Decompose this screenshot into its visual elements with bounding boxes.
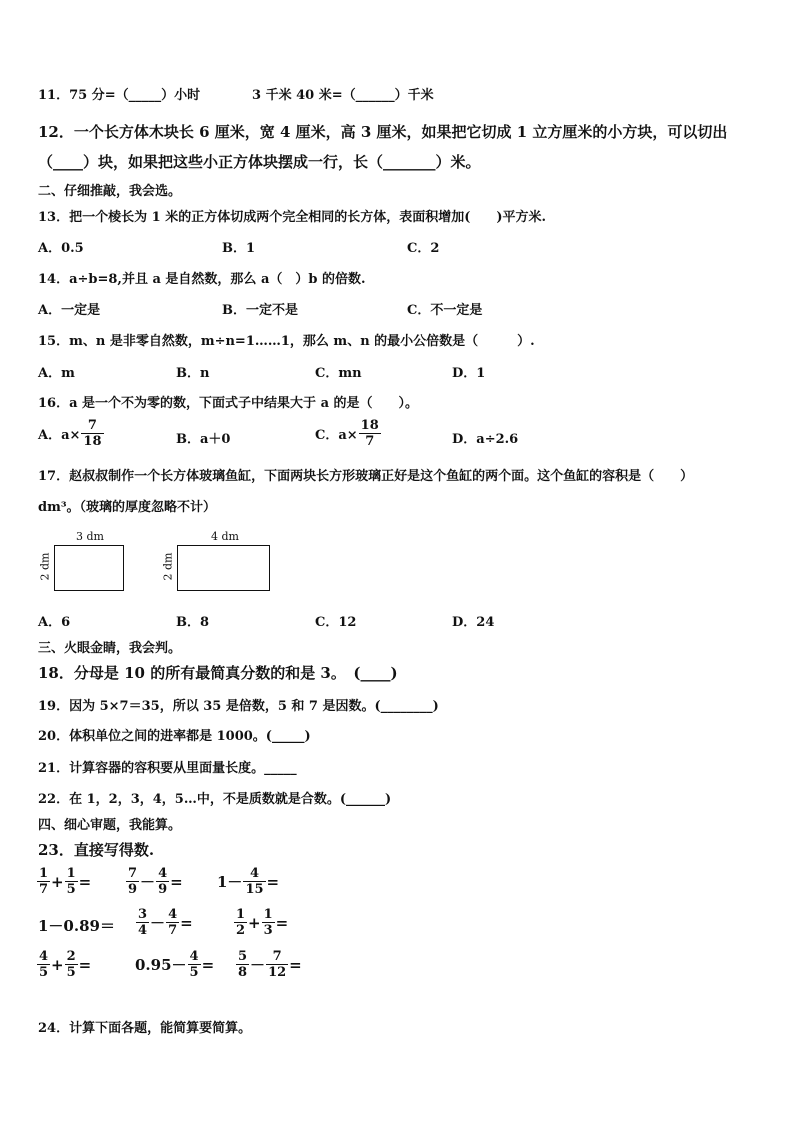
rect-2-height-label: 2 dm [161, 552, 175, 581]
q13-stem: 13．把一个棱长为 1 米的正方体切成两个完全相同的长方体，表面积增加( )平方米. [38, 210, 547, 225]
q16-option-c-fraction: $\frac{18}{7}$ [360, 418, 379, 449]
q18: 18．分母是 10 的所有最简真分数的和是 3。 (____) [38, 664, 398, 682]
q17-option-a: A．6 [38, 615, 71, 630]
q21: 21．计算容器的容积要从里面量长度。_____ [38, 761, 297, 776]
q15-option-c: C．mn [315, 366, 362, 381]
q23-expression-1: $\frac{1}{7}$ + $\frac{1}{5}$ = [39, 866, 92, 897]
q23-expression-6: $\frac{1}{2}$ + $\frac{1}{3}$ = [236, 907, 289, 938]
section-3-heading: 三、火眼金睛，我会判。 [38, 641, 182, 656]
q24: 24．计算下面各题，能简算要简算。 [38, 1021, 252, 1036]
q23-expression-3: 1－ $\frac{4}{15}$ = [217, 866, 280, 897]
q23-expression-2: $\frac{7}{9}$ － $\frac{4}{9}$ = [128, 866, 183, 897]
q14-stem: 14．a÷b=8,并且 a 是自然数，那么 a（ ）b 的倍数. [38, 272, 366, 287]
q16-option-a-fraction: $\frac{7}{18}$ [83, 418, 102, 449]
q14-option-c: C．不一定是 [407, 303, 483, 318]
rect-1-width-label: 3 dm [76, 530, 104, 543]
q13-option-b: B．1 [222, 241, 256, 256]
q14-option-b: B．一定不是 [222, 303, 298, 318]
q15-option-b: B．n [176, 366, 210, 381]
q22: 22．在 1，2，3，4，5…中，不是质数就是合数。(______) [38, 792, 392, 807]
rect-2-width-label: 4 dm [211, 530, 239, 543]
q17-option-c: C．12 [315, 615, 357, 630]
q23-title: 23．直接写得数. [38, 841, 155, 859]
q16-option-a: A．a× $\frac{7}{18}$ [38, 418, 102, 449]
q19: 19．因为 5×7＝35，所以 35 是倍数，5 和 7 是因数。(________) [38, 699, 439, 714]
q16-stem: 16．a 是一个不为零的数，下面式子中结果大于 a 的是（ ）。 [38, 396, 419, 411]
q17-option-d: D．24 [452, 615, 495, 630]
q16-option-d: D．a÷2.6 [452, 432, 519, 447]
q17-option-b: B．8 [176, 615, 210, 630]
q11-part-a: 11．75 分=（_____）小时 [38, 88, 201, 103]
rect-2 [177, 545, 270, 591]
q23-expression-9: $\frac{5}{8}$ － $\frac{7}{12}$ = [238, 949, 302, 980]
q15-option-d: D．1 [452, 366, 486, 381]
q12-line-1: 12．一个长方体木块长 6 厘米，宽 4 厘米，高 3 厘米，如果把它切成 1 立方厘米的小方块，可以切出 [38, 123, 728, 141]
q16-option-b: B．a＋0 [176, 432, 231, 447]
q13-option-c: C．2 [407, 241, 440, 256]
rect-1 [54, 545, 124, 591]
q13-option-a: A．0.5 [38, 241, 84, 256]
q12-line-2: （____）块，如果把这些小正方体块摆成一行，长（_______）米。 [38, 153, 481, 171]
q23-expression-7: $\frac{4}{5}$ + $\frac{2}{5}$ = [39, 949, 92, 980]
q16-option-c: C．a× $\frac{18}{7}$ [315, 418, 379, 449]
q17-line-1: 17．赵叔叔制作一个长方体玻璃鱼缸，下面两块长方形玻璃正好是这个鱼缸的两个面。这个鱼缸的容积是（ ） [38, 469, 694, 484]
q23-expression-4: 1－0.89＝ [38, 917, 115, 935]
q15-option-a: A．m [38, 366, 75, 381]
rect-1-height-label: 2 dm [38, 552, 52, 581]
section-2-heading: 二、仔细推敲，我会选。 [38, 184, 182, 199]
q23-expression-5: $\frac{3}{4}$ － $\frac{4}{7}$ = [138, 907, 193, 938]
q15-stem: 15．m、n 是非零自然数，m÷n=1……1，那么 m、n 的最小公倍数是（ ）. [38, 334, 535, 349]
q11-part-b: 3 千米 40 米=（______）千米 [252, 88, 434, 103]
q17-line-2: dm³。（玻璃的厚度忽略不计） [38, 500, 217, 515]
q14-option-a: A．一定是 [38, 303, 101, 318]
q20: 20．体积单位之间的进率都是 1000。(_____) [38, 729, 311, 744]
section-4-heading: 四、细心审题，我能算。 [38, 818, 182, 833]
q23-expression-8: 0.95－ $\frac{4}{5}$ = [135, 949, 215, 980]
